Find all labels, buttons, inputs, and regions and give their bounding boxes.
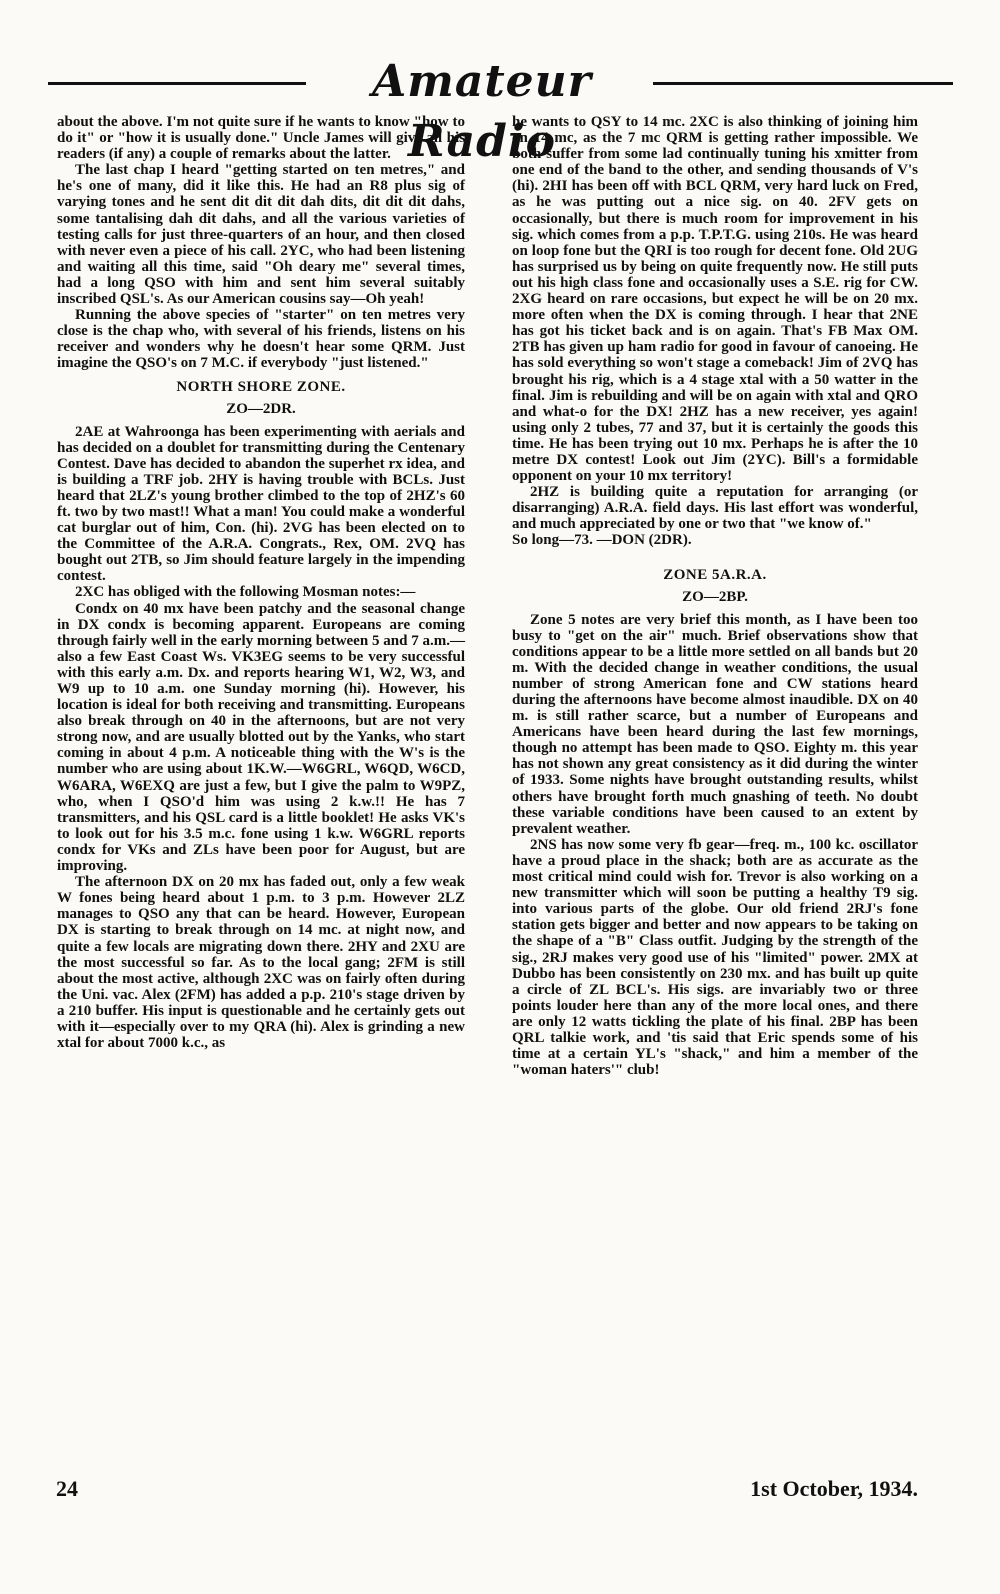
section-heading: ZONE 5A.R.A. bbox=[663, 566, 767, 583]
paragraph: Zone 5 notes are very brief this month, as I have been too busy to "get on the air" much. Brief observations show that conditions appear to be a little more settled on all bands but 20 m. With the decided change in weather conditions, the usual number of strong American fone and CW stations heard during the afternoons have become almost inaudible. DX on 40 m. is still rather scarce, but a number of Europeans and Americans have been heard during the last few mornings, though no attempt has been made to QSO. Eighty m. this year has not shown any great consistency as it did during the winter of 1933. Some nights have brought outstanding results, whilst others have brought forth much gnashing of teeth. No doubt these variable conditions have been caused to an extent by prevalent weather. bbox=[512, 611, 918, 837]
page-number: 24 bbox=[56, 1476, 78, 1501]
paragraph: The afternoon DX on 20 mx has faded out, only a few weak W fones being heard about 1 p.m. to 3 p.m. However 2LZ manages to QSO any that can be heard. However, European DX is starting to break through on 14 mc. at night now, and quite a few locals are migrating down there. 2HY and 2XU are the most successful so far. As to the local gang; 2FM is still about the most active, although 2XC was on fairly often during the Uni. vac. Alex (2FM) has added a p.p. 210's stage driven by a 210 buffer. His input is questionable and he certainly gets out with it—especially over to my QRA (hi). Alex is grinding a new xtal for about 7000 k.c., as bbox=[57, 874, 465, 1052]
section-heading: NORTH SHORE ZONE. bbox=[176, 378, 346, 395]
paragraph: he wants to QSY to 14 mc. 2XC is also thinking of joining him on 14 mc, as the 7 mc QRM is getting rather impossible. We both suffer from some lad continually tuning his xmitter from one end of the band to the other, and sending thousands of V's (hi). 2HI has been off with BCL QRM, very hard luck on Fred, as he was putting out a nice sig. on 40. 2FV gets on occasionally, but there is much room for improvement in his sig. which comes from a p.p. T.P.T.G. using 210s. He was heard on loop fone but the QRI is too rough for decent fone. Old 2UG has surprised us by being on quite frequently now. He still puts out his high class fone and occasionally uses a S.E. rig for CW. 2XG heard on rare occasions, but expect he will be on 20 mx. more often when the DX is coming through. I hear that 2NE has got his ticket back and is on again. That's FB Max OM. 2TB has given up ham radio for good in favour of canoeing. He has sold everything so won't stage a comeback! Jim of 2VQ has brought his rig, which is a 4 stage xtal with a 50 watter in the final. Jim is rebuilding and will be on again with xtal and QRO and what-o for the DX! 2HZ has a new receiver, yes again! using only 2 tubes, 77 and 37, but it is certainly the goods this time. He has been trying out 10 mx. Perhaps he is after the 10 metre DX contest! Look out Jim (2YC). Bill's a formidable opponent on your 10 mx territory! bbox=[512, 114, 918, 485]
paragraph: 2AE at Wahroonga has been experimenting with aerials and has decided on a doublet for transmitting during the Centenary Contest. Dave has decided to abandon the superhet rx idea, and is building a TRF job. 2HY is having trouble with BCLs. Just heard that 2LZ's young brother climbed to the top of 2HZ's 60 ft. two by two mast!! What a man! You could make a wonderful cat burglar out of him, Con. (hi). 2VG has been elected on to the Committee of the A.R.A. Congrats., Rex, OM. 2VQ has bought out 2TB, so Jim should feature largely in the impending contest. bbox=[57, 423, 465, 585]
right-column bbox=[512, 114, 918, 1078]
paragraph: 2NS has now some very fb gear—freq. m., 100 kc. oscillator have a proud place in the shack; both are as accurate as the most critical mind could wish for. Trevor is also working on a new transmitter which will soon be putting a healthy T9 sig. into various parts of the globe. Our old friend 2RJ's fone station gets bigger and better and now appears to be taking on the shape of a "B" Class outfit. Judging by the strength of the sig., 2RJ makes very good use of his "limited" power. 2MX at Dubbo has been consistently on 230 mx. and has built up quite a circle of ZL BCL's. His sigs. are invariably two or three points louder here than any of the more local ones, and there are only 12 watts tickling the plate of his final. 2BP has been QRL talkie work, and 'tis said that Eric spends some of his time at a certain YL's "shack," and him a member of the "woman haters'" club! bbox=[512, 836, 918, 1079]
section-subheading: ZO—2DR. bbox=[226, 400, 296, 417]
left-column bbox=[57, 114, 465, 1051]
paragraph: Condx on 40 mx have been patchy and the seasonal change in DX condx is becoming apparent. Europeans are coming through fairly well in the early morning between 5 and 7 a.m.—also a few East Coast Ws. VK3EG seems to be very successful with this early a.m. Dx. and reports hearing W1, W2, W3, and W9 up to 10 a.m. one Sunday morning (hi). However, his location is ideal for both receiving and transmitting. Europeans also break through on 40 in the afternoons, but are not very strong now, and are usually blotted out by the Yanks, who start coming in about 4 p.m. A noticeable thing with the W's is the number who are using about 1K.W.—W6GRL, W6QD, W6CD, W6ARA, W6EXQ are just a few, but I give the palm to W9PZ, who, when I QSO'd him was using 2 k.w.!! He has 7 transmitters, and his QSL card is a little booklet! He asks VK's to look out for his 3.5 m.c. fone using 1 k.w. W6GRL reports condx for VKs and ZLs have been poor for August, but are improving. bbox=[57, 600, 465, 875]
paragraph: about the above. I'm not quite sure if he wants to know "how to do it" or "how it is usually done." Uncle James will give all his readers (if any) a couple of remarks about the latter. bbox=[57, 114, 465, 163]
masthead-rule-right bbox=[653, 82, 953, 85]
paragraph: Running the above species of "starter" on ten metres very close is the chap who, with several of his friends, listens on his receiver and wonders why he doesn't hear some QRM. Just imagine the QSO's on 7 M.C. if everybody "just listened." bbox=[57, 307, 465, 372]
page-footer bbox=[56, 1476, 918, 1516]
signoff: So long—73. —DON (2DR). bbox=[512, 532, 692, 549]
masthead-rule-left bbox=[48, 82, 306, 85]
paragraph: The last chap I heard "getting started on ten metres," and he's one of many, did it like this. He had an R8 plus sig of varying tones and he sent dit dit dit dah dits, dit dit dit dahs, some tantalising dah dit dahs, and all the various varieties of testing calls for just three-quarters of an hour, and then closed with never even a piece of his call. 2YC, who had been listening and waiting all this time, said "Oh deary me" several times, had a long QSO with him and sent him several suitably inscribed QSL's. As our American cousins say—Oh yeah! bbox=[57, 162, 465, 308]
paragraph: 2HZ is building quite a reputation for arranging (or disarranging) A.R.A. field days. His last effort was wonderful, and much appreciated by one or two that "we know of." bbox=[512, 484, 918, 533]
masthead-title: Amateur Radio bbox=[372, 56, 592, 167]
section-subheading: ZO—2BP. bbox=[682, 588, 748, 605]
paragraph: 2XC has obliged with the following Mosman notes:— bbox=[75, 584, 416, 601]
issue-date: 1st October, 1934. bbox=[750, 1476, 918, 1501]
